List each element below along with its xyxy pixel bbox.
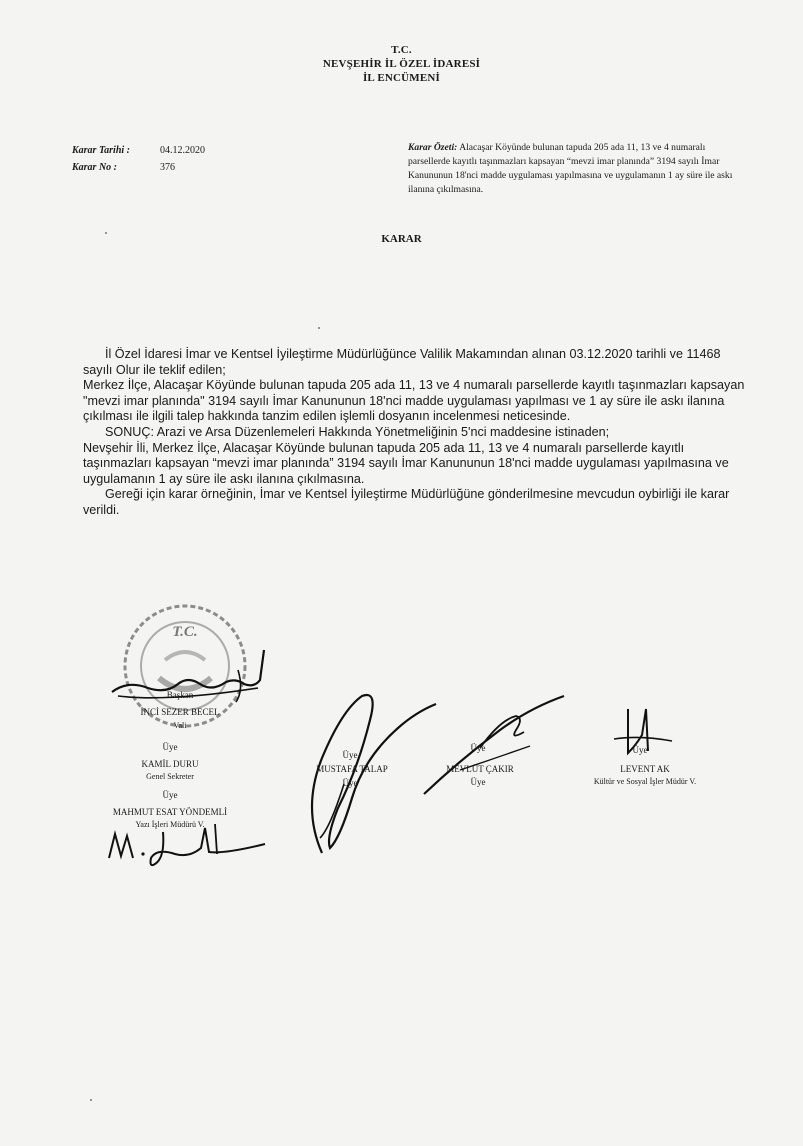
president-title: Vali <box>173 721 187 730</box>
body-paragraph-4: Nevşehir İli, Merkez İlçe, Alacaşar Köyünde bulunan tapuda 205 ada 11, 13 ve 4 numaralı parsellerde kayıtlı taşınmazları kapsayan “mevzi imar planında” 3194 sayılı İmar Kanununun 18'nci madde uygulaması yapılmasına ve uygulamanın 1 ay süre ile askı ilanına çıkılmasına. <box>83 440 729 486</box>
president-role: Başkan <box>166 690 194 700</box>
stamp-text: T.C. <box>172 624 198 640</box>
president-name: İNCİ SEZER BECEL <box>140 707 220 717</box>
decision-summary-label: Karar Özeti: <box>408 142 458 153</box>
member3-role: Üye <box>342 750 358 760</box>
header-institution: NEVŞEHİR İL ÖZEL İDARESİ <box>322 58 481 70</box>
member4-role: Üye <box>470 743 486 753</box>
member1-title: Genel Sekreter <box>146 772 194 781</box>
member2-title: Yazı İşleri Müdürü V. <box>135 820 205 829</box>
scan-speck <box>90 1099 92 1101</box>
member1-name: KAMİL DURU <box>141 759 199 769</box>
decision-title: KARAR <box>381 233 422 245</box>
decision-summary-text: Alacaşar Köyünde bulunan tapuda 205 ada 11, 13 ve 4 numaralı parsellerde kayıtlı taşınmazları kapsayan “mevzi imar planında” 3194 sayılı İmar Kanununun 18'nci madde uygulaması yapılmasına ve uygulamanın 1 ay süre ile askı ilanına çıkılmasına. <box>408 142 733 195</box>
scan-speck <box>318 327 320 329</box>
body-paragraph-2: Merkez İlçe, Alacaşar Köyünde bulunan tapuda 205 ada 11, 13 ve 4 numaralı parsellerde kayıtlı taşınmazları kapsayan "mevzi imar planında" 3194 sayılı İmar Kanununun 18'nci madde uygulaması yapılması ve 1 ay süre ile askı ilanına çıkılması ile ilgili talep hakkında tanzim edilen işlemli dosyanın incelenmesi neticesinde. <box>83 378 745 424</box>
member5-title: Kültür ve Sosyal İşler Müdür V. <box>593 777 697 786</box>
decision-date-label: Karar Tarihi : <box>72 145 130 156</box>
member1-role: Üye <box>162 742 178 752</box>
body-paragraph-5: Gereği için karar örneğinin, İmar ve Kentsel İyileştirme Müdürlüğüne gönderilmesine mevcudun oybirliği ile karar verildi. <box>83 487 730 517</box>
scan-speck <box>105 232 107 234</box>
member5-name: LEVENT AK <box>620 764 670 774</box>
member4-title: Üye <box>470 777 486 787</box>
member3-name: MUSTAFA TALAP <box>316 764 388 774</box>
decision-no-value: 376 <box>160 162 175 173</box>
header-council: İL ENCÜMENİ <box>362 72 441 84</box>
member2-role: Üye <box>162 790 178 800</box>
decision-summary <box>408 141 748 197</box>
header-tc: T.C. <box>391 44 412 56</box>
member3-title: Üye <box>342 778 358 788</box>
member2-signature-scribble <box>105 818 275 876</box>
body-paragraph-1: İl Özel İdaresi İmar ve Kentsel İyileştirme Müdürlüğünce Valilik Makamından alınan 03.12.2020 tarihli ve 11468 sayılı Olur ile teklif edilen; <box>83 347 721 377</box>
member4-name: MEVLÜT ÇAKIR <box>446 764 514 774</box>
decision-date-value: 04.12.2020 <box>160 145 205 156</box>
body-paragraph-3: SONUÇ: Arazi ve Arsa Düzenlemeleri Hakkında Yönetmeliğinin 5'nci maddesine istinaden; <box>105 424 610 439</box>
decision-body <box>83 347 747 519</box>
decision-no-label: Karar No : <box>72 162 118 173</box>
member5-role: Üye <box>632 745 648 755</box>
member2-name: MAHMUT ESAT YÖNDEMLİ <box>112 807 228 817</box>
